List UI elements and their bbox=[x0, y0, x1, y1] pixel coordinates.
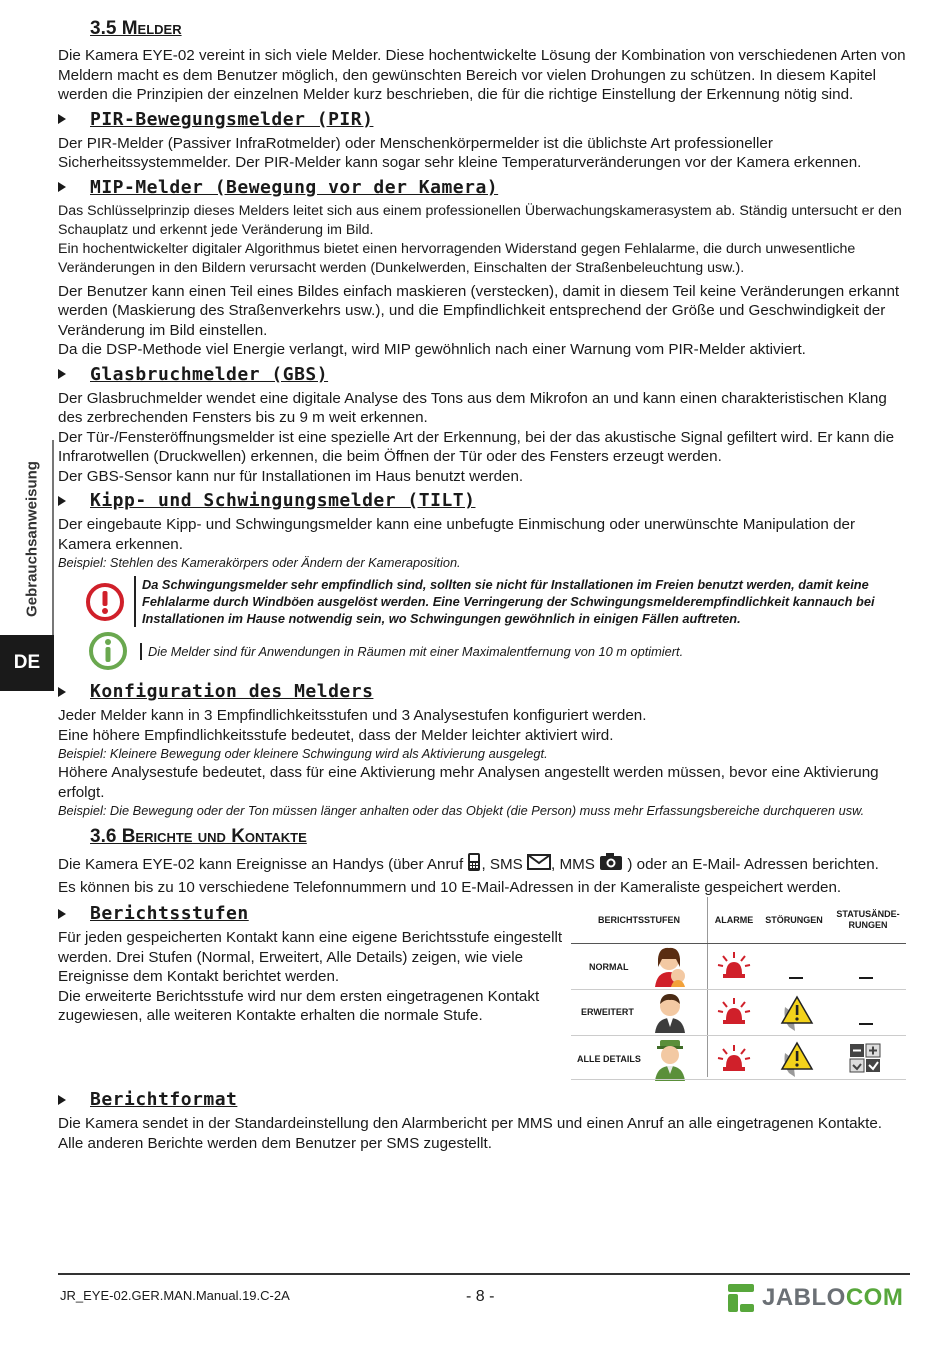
table-header: STÖRUNGEN bbox=[765, 915, 823, 925]
table-divider bbox=[707, 897, 708, 1077]
page-number: - 8 - bbox=[466, 1288, 495, 1305]
table-header: STATUSÄNDE-RUNGEN bbox=[836, 909, 900, 930]
logo-text: COM bbox=[845, 1284, 904, 1311]
reports-intro-2: Es können bis zu 10 verschiedene Telefonnummern und 10 E-Mail-Adressen in der Kameraliste gespeichert werden. bbox=[58, 878, 842, 896]
intro-text: , MMS bbox=[551, 855, 600, 873]
mobile-phone-icon bbox=[467, 852, 481, 878]
tilt-example: Beispiel: Stehlen des Kamerakörpers oder Ändern der Kameraposition. bbox=[58, 555, 461, 570]
config-paragraph: Eine höhere Empfindlichkeitsstufe bedeutet, dass der Melder leichter aktiviert wird. bbox=[58, 726, 614, 744]
bullet-arrow-icon bbox=[58, 1095, 66, 1105]
main-content bbox=[58, 18, 910, 1153]
camera-icon bbox=[599, 853, 623, 877]
logo-mark-icon bbox=[726, 1282, 756, 1314]
warning-icon bbox=[84, 582, 126, 622]
subsection-gbs bbox=[58, 364, 910, 385]
table-header: ALARME bbox=[714, 915, 754, 925]
bullet-arrow-icon bbox=[58, 369, 66, 379]
report-levels-table bbox=[571, 897, 906, 1087]
format-text: Die Kamera sendet in der Standardeinstellung den Alarmbericht per MMS und einen Anruf an alle eingetragenen Kontakte. Alle anderen Berichte werden dem Benutzer per SMS zugestellt. bbox=[58, 1115, 883, 1152]
config-example: Beispiel: Die Bewegung oder der Ton müssen länger anhalten oder das Objekt (die Person) muss mehr Erfassungsbereiche durchqueren usw. bbox=[58, 803, 865, 818]
alarm-siren-icon bbox=[717, 1043, 751, 1078]
mip-paragraph: Das Schlüsselprinzip dieses Melders leitet sich aus einem professionellen Überwachungskamerasystem ab. Ständig untersucht er den Schauplatz und erkennt jede Veränderung im Bild. bbox=[58, 202, 902, 238]
gbs-paragraph: Der Tür-/Fensteröffnungsmelder ist eine spezielle Art der Erkennung, bei der das akustische Signal gefiltert wird. Er kann die Infrarotwellen (Druckwellen) erkennen, die beim Öffnen der Tür oder des Fensters erzeugt werden. bbox=[58, 428, 895, 465]
table-rule bbox=[571, 1035, 906, 1036]
person-extended-icon bbox=[651, 991, 689, 1038]
config-paragraph: Jeder Melder kann in 3 Empfindlichkeitsstufen und 3 Analysestufen konfiguriert werden. bbox=[58, 707, 647, 724]
person-normal-icon bbox=[649, 945, 689, 992]
subsection-tilt bbox=[58, 490, 910, 511]
subsection-config bbox=[58, 681, 910, 702]
subsection-title: MIP-Melder (Bewegung vor der Kamera) bbox=[90, 176, 499, 198]
intro-text: , SMS bbox=[481, 855, 528, 873]
info-note bbox=[58, 631, 910, 671]
alarm-siren-icon bbox=[717, 950, 751, 985]
side-label bbox=[20, 455, 44, 623]
mip-paragraph: Der Benutzer kann einen Teil eines Bildes einfach maskieren (verstecken), damit in diesem Teil keine Veränderungen erkannt werden (Maskierung des Straßenverkehrs usw.), und die Empfindlichkeit entsprechend der Größe und Geschwindigkeit der Veränderung im Bild einstellen. bbox=[58, 282, 900, 339]
tilt-paragraph: Der eingebaute Kipp- und Schwingungsmelder kann eine unbefugte Einmischung oder unerwünschte Manipulation der Kamera erkennen. bbox=[58, 516, 856, 553]
document-id: JR_EYE-02.GER.MAN.Manual.19.C-2A bbox=[60, 1288, 290, 1303]
intro-text: ) oder an E-Mail- Adressen berichten. bbox=[627, 855, 879, 873]
section-title: 3.5 Melder bbox=[90, 18, 182, 39]
bullet-arrow-icon bbox=[58, 687, 66, 697]
config-paragraph: Höhere Analysestufe bedeutet, dass für eine Aktivierung mehr Analysen angestellt werden müssen, bevor eine Aktivierung erfolgt. bbox=[58, 764, 879, 801]
info-text: Die Melder sind für Anwendungen in Räumen mit einer Maximalentfernung von 10 m optimiert. bbox=[140, 643, 683, 660]
alarm-siren-icon bbox=[717, 996, 751, 1031]
status-change-icon bbox=[849, 1043, 883, 1078]
table-row-label: ERWEITERT bbox=[581, 1007, 634, 1017]
gbs-paragraph: Der GBS-Sensor kann nur für Installationen im Haus benutzt werden. bbox=[58, 467, 524, 485]
report-levels-block bbox=[58, 897, 910, 1087]
mip-paragraph: Ein hochentwickelter digitaler Algorithmus bietet einen hervorragenden Widerstand gegen Fehlalarme, die durch unwesentliche Veränderungen in den Bildern verursacht werden (Dunkelwerden, Einschalten der Straßenbeleuchtung usw.). bbox=[58, 240, 856, 276]
none-dash bbox=[789, 977, 803, 979]
subsection-levels bbox=[58, 903, 568, 924]
subsection-title: PIR-Bewegungsmelder (PIR) bbox=[90, 108, 374, 130]
section-title: 3.6 Berichte und Kontakte bbox=[90, 826, 307, 847]
subsection-format bbox=[58, 1089, 910, 1110]
bullet-arrow-icon bbox=[58, 182, 66, 192]
reports-intro bbox=[58, 852, 910, 878]
language-tab bbox=[0, 635, 54, 691]
section-intro: Die Kamera EYE-02 vereint in sich viele Melder. Diese hochentwickelte Lösung der Kombination von verschiedenen Arten von Meldern macht es dem Benutzer möglich, den gewünschten Bereich vor vielen Drohungen zu schützen. In diesem Kapitel werden die Prinzipien der einzelnen Melder kurz beschrieben, die für die richtige Einstellung der Erkennung nötig sind. bbox=[58, 47, 906, 103]
manual-label: Gebrauchsanweisung bbox=[23, 461, 41, 617]
report-levels-text bbox=[58, 897, 568, 1026]
bullet-arrow-icon bbox=[58, 909, 66, 919]
pir-text: Der PIR-Melder (Passiver InfraRotmelder) oder Menschenkörpermelder ist die üblichste Art professioneller Sicherheitssystemmelder. Der PIR-Melder kann sogar sehr kleine Temperaturveränderungen vor der Kamera erkennen. bbox=[58, 134, 862, 171]
subsection-pir bbox=[58, 109, 910, 130]
subsection-title: Berichtsstufen bbox=[90, 903, 249, 924]
gbs-paragraph: Der Glasbruchmelder wendet eine digitale Analyse des Tons aus dem Mikrofon an und kann einen charakteristischen Klang des zerbrechenden Fensters bis zu 9 m weit erkennen. bbox=[58, 389, 887, 426]
bullet-arrow-icon bbox=[58, 496, 66, 506]
subsection-title: Berichtformat bbox=[90, 1089, 238, 1110]
intro-text: Die Kamera EYE-02 kann Ereignisse an Handys (über Anruf bbox=[58, 855, 468, 873]
levels-paragraph: Für jeden gespeicherten Kontakt kann eine eigene Berichtsstufe eingestellt werden. Drei Stufen (Normal, Erweitert, Alle Details) zeigen, wie viele Ereignisse dem Kontakt berichtet werden. bbox=[58, 929, 563, 985]
table-rule bbox=[571, 1079, 906, 1080]
table-row-label: NORMAL bbox=[589, 962, 629, 972]
envelope-icon bbox=[527, 854, 551, 876]
table-rule bbox=[571, 943, 906, 944]
none-dash bbox=[859, 1023, 873, 1025]
jablocom-logo bbox=[726, 1282, 903, 1314]
none-dash bbox=[859, 977, 873, 979]
config-example: Beispiel: Kleinere Bewegung oder kleinere Schwingung wird als Aktivierung ausgelegt. bbox=[58, 746, 548, 761]
fault-warning-icon bbox=[779, 1039, 815, 1082]
levels-paragraph: Die erweiterte Berichtsstufe wird nur dem ersten eingetragenen Kontakt zugewiesen, alle weiteren Kontakte erhalten die normale Stufe. bbox=[58, 987, 540, 1024]
subsection-mip bbox=[58, 177, 910, 198]
subsection-title: Glasbruchmelder (GBS) bbox=[90, 363, 329, 385]
table-header: BERICHTSSTUFEN bbox=[597, 915, 680, 925]
logo-text: JABLO bbox=[762, 1284, 846, 1311]
warning-text: Da Schwingungsmelder sehr empfindlich sind, sollten sie nicht für Installationen im Freien benutzt werden, damit keine Fehlalarme durch Windböen ausgelöst werden. Eine Verringerung der Schwingungsmelderempfindlichkeit kannauch bei Installationen im Hause notwendig sein, wo Schwingungen gewöhnlich in einigen Fällen auftreten. bbox=[134, 576, 910, 627]
warning-note bbox=[58, 576, 910, 627]
footer-rule bbox=[58, 1273, 910, 1275]
bullet-arrow-icon bbox=[58, 114, 66, 124]
table-rule bbox=[571, 989, 906, 990]
subsection-title: Kipp- und Schwingungsmelder (TILT) bbox=[90, 490, 476, 511]
language-code: DE bbox=[13, 652, 41, 673]
table-row-label: ALLE DETAILS bbox=[577, 1054, 641, 1064]
mip-paragraph: Da die DSP-Methode viel Energie verlangt, wird MIP gewöhnlich nach einer Warnung vom PIR-Melder aktiviert. bbox=[58, 341, 806, 358]
info-icon bbox=[84, 631, 132, 671]
fault-warning-icon bbox=[779, 993, 815, 1036]
subsection-title: Konfiguration des Melders bbox=[90, 681, 374, 702]
